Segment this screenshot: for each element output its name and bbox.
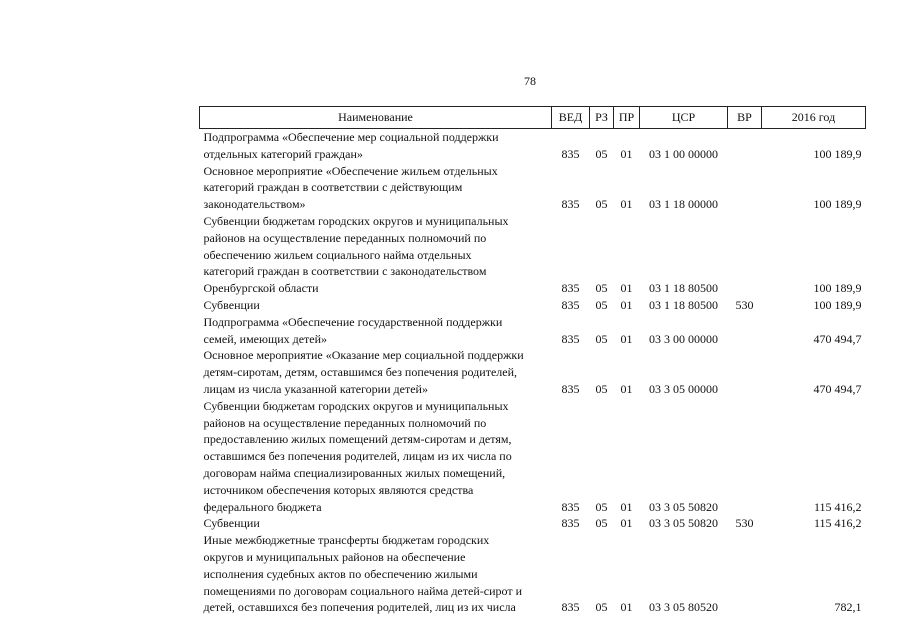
row-vr [728,213,762,297]
row-csr: 03 3 05 80520 [649,600,718,615]
row-csr: 03 3 00 00000 [649,331,718,346]
table-row [200,297,866,314]
row-csr: 03 3 05 50820 [649,499,718,514]
row-name-line: федерального бюджета [203,499,322,514]
row-ved: 835 [561,499,580,514]
row-vr [728,314,762,348]
row-name-line: Подпрограмма «Обеспечение мер социальной поддержки [203,130,499,144]
row-rz: 05 [595,331,608,346]
header-rz: РЗ [590,107,614,129]
row-name [200,347,552,397]
row-ved: 835 [561,381,580,396]
row-name-line: помещениями по договорам социального найма детей-сирот и [203,583,523,598]
row-name-line: детей, оставшихся без попечения родителей, лиц из их числа [203,600,516,615]
row-rz: 05 [595,600,608,615]
table-row [200,314,866,348]
row-name-line: Субвенции [203,297,260,312]
row-pr: 01 [620,297,633,312]
row-csr: 03 1 18 80500 [649,297,718,312]
row-name [200,314,552,348]
row-pr: 01 [620,281,633,296]
row-rz: 05 [595,281,608,296]
row-name-line: Иные межбюджетные трансферты бюджетам городских [203,533,490,548]
row-name-line: источником обеспечения которых являются средства [203,482,474,497]
row-vr [728,129,762,163]
row-amount: 100 189,9 [813,146,862,161]
row-name-line: детям-сиротам, детям, оставшимся без попечения родителей, [203,365,518,380]
row-name-line: предоставлению жилых помещений детям-сиротам и детям, [203,432,512,447]
row-name-line: Основное мероприятие «Оказание мер социальной поддержки [203,348,524,363]
row-name-line: Оренбургской области [203,281,319,296]
row-name-line: округов и муниципальных районов на обеспечение [203,549,466,564]
row-name [200,398,552,516]
row-amount: 470 494,7 [813,331,862,346]
row-name-line: семей, имеющих детей» [203,331,328,346]
row-amount: 470 494,7 [813,381,862,396]
row-name-line: Основное мероприятие «Обеспечение жильем отдельных [203,163,498,178]
table-row [200,213,866,297]
row-pr: 01 [620,600,633,615]
row-rz: 05 [595,516,608,531]
row-name-line: районов на осуществление переданных полномочий по [203,230,487,245]
row-pr: 01 [620,499,633,514]
table-header [200,107,866,129]
row-ved: 835 [561,600,580,615]
row-pr: 01 [620,516,633,531]
row-name-line: лицам из числа указанной категории детей» [203,381,428,396]
row-vr: 530 [735,297,754,312]
row-name-line: договорам найма специализированных жилых помещений, [203,465,506,480]
budget-table [199,106,866,616]
row-name-line: отдельных категорий граждан» [203,146,363,161]
row-name-line: оставшимся без попечения родителей, лицам из их числа по [203,449,512,464]
row-rz: 05 [595,381,608,396]
row-name-line: Субвенции [203,516,260,531]
row-ved: 835 [561,297,580,312]
row-name-line: Подпрограмма «Обеспечение государственной поддержки [203,314,503,329]
row-name [200,515,552,532]
row-vr [728,532,762,616]
row-name [200,532,552,616]
row-name-line: обеспечению жильем социального найма отдельных [203,247,472,262]
row-pr: 01 [620,146,633,161]
row-name-line: законодательством» [203,197,306,212]
row-rz: 05 [595,297,608,312]
row-rz: 05 [595,146,608,161]
row-amount: 100 189,9 [813,197,862,212]
header-name: Наименование [200,107,552,129]
row-name-line: районов на осуществление переданных полномочий по [203,415,487,430]
row-rz: 05 [595,499,608,514]
row-name-line: категорий граждан в соответствии с законодательством [203,264,487,279]
header-csr: ЦСР [640,107,728,129]
row-csr: 03 3 05 50820 [649,516,718,531]
row-amount: 115 416,2 [813,499,862,514]
header-vr: ВР [728,107,762,129]
row-rz: 05 [595,197,608,212]
row-vr [728,347,762,397]
row-vr [728,163,762,213]
row-vr: 530 [735,516,754,531]
page-number: 78 [524,74,536,88]
row-amount: 100 189,9 [813,281,862,296]
row-ved: 835 [561,516,580,531]
row-vr [728,398,762,516]
row-csr: 03 1 18 80500 [649,281,718,296]
row-ved: 835 [561,331,580,346]
header-year: 2016 год [762,107,866,129]
row-name [200,297,552,314]
table-body [200,129,866,617]
row-name [200,213,552,297]
row-name-line: Субвенции бюджетам городских округов и муниципальных [203,398,509,413]
row-amount: 100 189,9 [813,297,862,312]
table-row [200,347,866,397]
row-pr: 01 [620,381,633,396]
row-name-line: исполнения судебных актов по обеспечению жилыми [203,566,478,581]
row-csr: 03 1 00 00000 [649,146,718,161]
row-name [200,129,552,163]
row-name [200,163,552,213]
row-ved: 835 [561,146,580,161]
row-csr: 03 3 05 00000 [649,381,718,396]
row-csr: 03 1 18 00000 [649,197,718,212]
row-amount: 782,1 [834,600,862,615]
header-pr: ПР [614,107,640,129]
table-row [200,532,866,616]
row-pr: 01 [620,197,633,212]
row-ved: 835 [561,197,580,212]
row-pr: 01 [620,331,633,346]
table-row [200,515,866,532]
row-name-line: категорий граждан в соответствии с действующим [203,180,463,195]
row-ved: 835 [561,281,580,296]
header-ved: ВЕД [552,107,590,129]
row-name-line: Субвенции бюджетам городских округов и муниципальных [203,213,509,228]
table-row [200,129,866,163]
table-row [200,398,866,516]
table-row [200,163,866,213]
row-amount: 115 416,2 [813,516,862,531]
